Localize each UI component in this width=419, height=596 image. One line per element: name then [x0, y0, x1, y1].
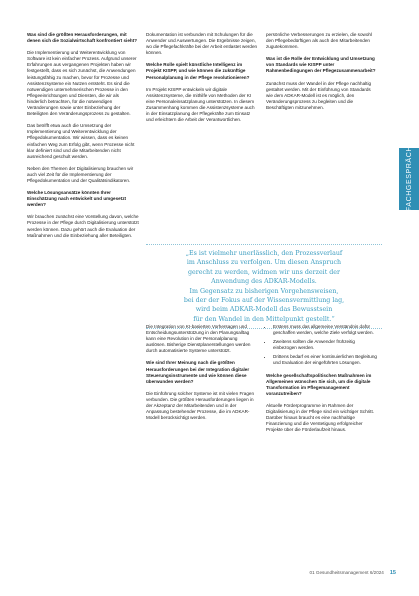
text-column-3	[266, 32, 378, 117]
journal-name: 01 Gesundheitsmanagement 6/2024	[309, 570, 384, 575]
pull-quote-line: für den Wandel in den Mittelpunkt gestellt.“	[193, 315, 335, 323]
answer-paragraph: Das betrifft etwa auch die Umsetzung der Implementierung und Weiterentwicklung der Pflegedokumentation. Wir wissen, dass es keinen einfachen Weg zum Erfolg gibt, wenn Prozesse nicht klar definiert sind und die Mitarbeitenden nicht ausreichend geschult werden.	[27, 123, 135, 159]
answer-paragraph: Dokumentation ist verbunden mit Schulungen für die Anwender und Auswertungen. Die Ergebnisse zeigen, wo die Pflegefachkräfte bei der Arbeit entlastet werden können.	[146, 32, 258, 56]
question-paragraph: Welche Lösungsansätze könnten Ihrer Einschätzung nach entwickelt und umgesetzt werden?	[27, 190, 127, 208]
answer-paragraph: Die Implementierung und Weiterentwicklung von Software ist kein einfacher Prozess. Aufgrund unserer Erfahrungen aus vergangenen Projekten haben wir festgestellt, dass es sich zunächst, die Anwendungen leistungsfähig zu machen, bevor für Prozesse und Assistenzsysteme ein Nutzen entsteht. Es sind die notwendigen unternehmerischen Prozesse in den Pflegeeinrichtungen und Diensten, die wir als hinderlich betrachten, für die notwendigen Veränderungen sowie unter Einbeziehung der Beteiligten den Veränderungsprozess zu gestalten.	[27, 50, 137, 117]
pull-quote-line: Im Gegensatz zu bisherigen Vorgehensweisen,	[189, 287, 339, 295]
bullet-item: • Drittens bedarf es einer kontinuierlichen Begleitung und Evaluation der eingeführten Lösungen.	[273, 354, 378, 366]
answer-paragraph: Wir brauchen zunächst eine Vorstellung davon, welche Prozesse in der Pflege durch Digitalisierung unterstützt werden können. Dazu gehört auch die Evaluation der Maßnahmen und die Einbeziehung aller Beteiligten.	[27, 214, 139, 238]
page-footer	[300, 570, 396, 576]
page-number: 15	[389, 570, 396, 576]
text-column-3-lower-paragraphs	[266, 373, 378, 434]
bullet-list	[266, 324, 378, 367]
pull-quote-line: „Es ist vielmehr unerlässlich, den Prozessverlauf	[185, 250, 343, 257]
answer-paragraph: persönliche Verbesserungen zu erzielen, die sowohl den Pflegebedürftigen als auch den Mitarbeitenden zugutekommen.	[266, 32, 372, 50]
question-paragraph: Was ist die Rolle der Entwicklung und Umsetzung von Standards wie KISPP unter Rahmenbedingungen der Pflegezusammenarbeit?	[266, 56, 376, 74]
question-paragraph: Welche gesellschaftspolitischen Maßnahmen im Allgemeinen wünschen Sie sich, um die digitale Transformation im Pflegemanagement voranzutreiben?	[266, 372, 372, 396]
text-column-3-lower	[266, 324, 378, 439]
question-paragraph: Wie sind Ihrer Meinung nach die größten Herausforderungen bei der Integration digitaler Steuerungsinstrumente und wie können diese überwunden werden?	[146, 360, 250, 384]
section-tab	[399, 148, 419, 210]
text-column-2-lower	[146, 324, 258, 427]
answer-paragraph: Im Projekt KISPP entwickeln wir digitale Assistenzsysteme, die mithilfe von Methoden der KI eine Personaleinsatzplanung unterstützen. In diesem Zusammenhang kommen die Assistenzsysteme auch in der Einsatzplanung der Pflegekräfte zum Einsatz und erleichtern die Arbeit der Verantwortlichen.	[146, 86, 255, 123]
answer-paragraph: Zunächst muss der Wandel in der Pflege nachhaltig gestaltet werden. Mit der Einführung von Standards wie dem ADKAR-Modell ist es möglich, den Veränderungsprozess zu begleiten und die Beschäftigten mitzunehmen.	[266, 80, 372, 110]
answer-paragraph: Die Integration von KI-basierten Vorhersagen und Entscheidungsunterstützung in den Planungsalltag kann eine Revolution in der Personalplanung auslösen. Bisherige Dienstplanerstellungen werden durch automatisierte Systeme unterstützt.	[146, 324, 251, 354]
answer-paragraph: Aktuelle Förderprogramme im Rahmen der Digitalisierung in der Pflege sind ein wichtiger Schritt. Darüber hinaus braucht es eine nachhaltige Finanzierung und die Verstetigung erfolgreicher Projekte über die Förderlaufzeit hinaus.	[266, 402, 375, 433]
pull-quote-line: wird beim ADKAR-Modell das Bewusstsein	[195, 306, 333, 314]
question-paragraph: Welche Rolle spielt künstliche Intelligenz im Projekt KISPP, und wie können die zukünftige Personalplanung in der Pflege revolutionieren?	[146, 62, 250, 80]
pull-quote-line: bei der der Fokus auf der Wissensvermittlung lag,	[183, 297, 345, 305]
text-column-2	[146, 32, 258, 129]
answer-paragraph: Die Einführung solcher Systeme ist mit vielen Fragen verbunden. Die größten Herausforderungen liegen in der Akzeptanz der Mitarbeitenden und in der Anpassung bestehender Prozesse, die im ADKAR-Modell berücksichtigt werden.	[146, 390, 255, 421]
bullet-item: • Erstens muss das allgemeine Verständnis dafür geschaffen werden, welche Ziele verfolgt werden.	[273, 324, 378, 336]
bullet-item: • Zweitens sollten die Anwender frühzeitig einbezogen werden.	[273, 339, 378, 351]
section-tab-label: FACHGESPRÄCH	[405, 146, 413, 212]
answer-paragraph: Neben den Themen der Digitalisierung brauchen wir auch viel Zeit für die Implementierung der Pflegedokumentation und der Qualitätsindikatoren.	[27, 165, 134, 183]
text-column-1	[27, 32, 139, 245]
pull-quote-line: Anwendung des ADKAR-Modells.	[211, 278, 317, 286]
pull-quote-line: gerecht zu werden, widmen wir uns derzeit der	[188, 268, 340, 276]
question-paragraph: Was sind die größten Herausforderungen, mit denen sich die Sozialwirtschaft konfrontiert sieht?	[27, 32, 138, 44]
pull-quote	[146, 244, 382, 329]
pull-quote-line: im Anschluss zu verfolgen. Um diesen Anspruch	[186, 259, 342, 267]
